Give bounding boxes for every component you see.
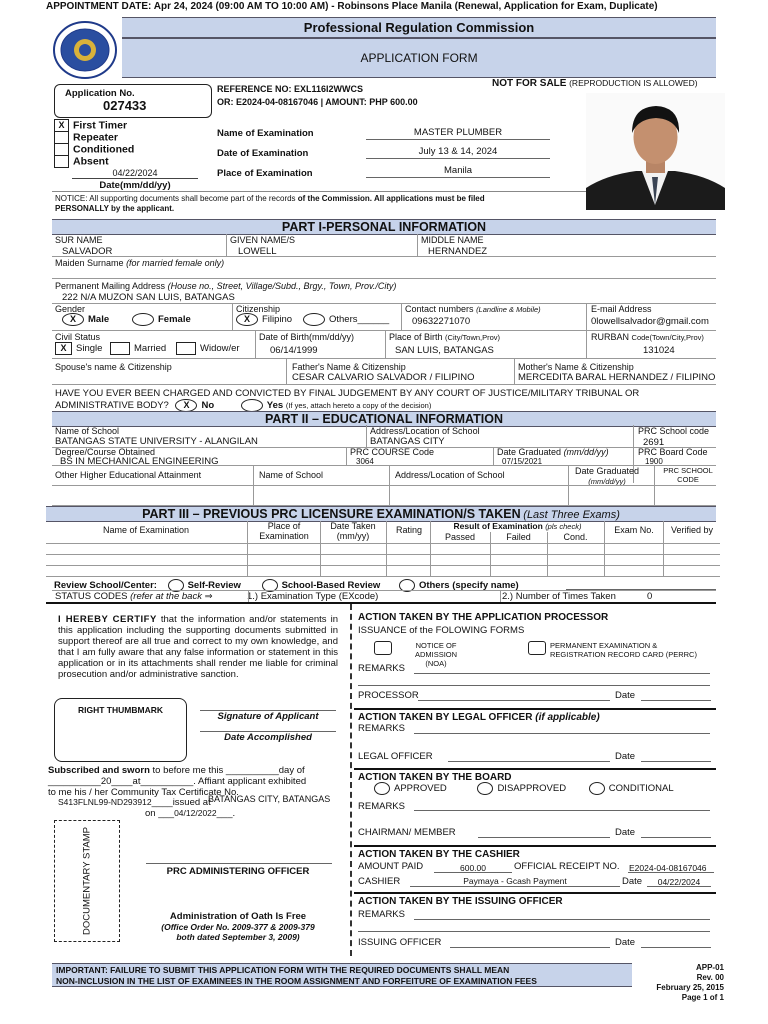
form-title: APPLICATION FORM — [122, 38, 716, 78]
noa-option[interactable] — [374, 641, 396, 655]
contact-label: Contact numbers — [405, 304, 474, 314]
certify-statement — [58, 614, 338, 680]
times-taken-label: 2.) Number of Times Taken — [502, 591, 616, 602]
or-amount: OR: E2024-04-08167046 | AMOUNT: PHP 600.00 — [217, 97, 418, 107]
col-place: Place of Examination — [259, 521, 309, 541]
sworn-text-1: to before me this __________day of — [149, 765, 305, 776]
part2-title: PART II – EDUCATIONAL INFORMATION — [52, 411, 716, 427]
surname-label: SUR NAME — [55, 235, 103, 245]
contact-value: 09632271070 — [412, 316, 471, 327]
widow-checkbox[interactable] — [176, 342, 196, 355]
male-radio[interactable]: X — [62, 313, 84, 326]
pob — [389, 332, 500, 342]
school-based-label: School-Based Review — [281, 580, 381, 592]
part3-title-note: (Last Three Exams) — [523, 509, 620, 521]
col-verified: Verified by — [670, 525, 714, 535]
amount-paid-label: AMOUNT PAID — [358, 861, 424, 872]
important-notice-2: NON-INCLUSION IN THE LIST OF EXAMINEES IN THE ROOM ASSIGNMENT AND FORFEITURE OF EXAMINATION FEES — [56, 976, 537, 986]
school-code-value: 2691 — [643, 437, 665, 448]
ctc-number: S413FLNL99-ND293912 — [58, 797, 152, 807]
pob-label: Place of Birth — [389, 332, 443, 342]
no-label: No — [201, 400, 215, 412]
oath-note — [140, 922, 336, 942]
other-school-label: Name of School — [259, 470, 324, 480]
processor-remarks-label: REMARKS — [358, 663, 405, 674]
rurban-note: Code(Town/City,Prov) — [631, 333, 704, 342]
absent-checkbox[interactable] — [54, 155, 69, 168]
contact — [405, 304, 541, 314]
mother-value: MERCEDITA BARAL HERNANDEZ / FILIPINO — [518, 372, 716, 383]
email-label: E-mail Address — [591, 304, 652, 314]
other-grad-note: (mm/dd/yy) — [588, 477, 626, 486]
application-number: 027433 — [103, 98, 147, 113]
pob-note: (City/Town,Prov) — [445, 333, 501, 342]
grad-date-label: Date Graduated — [497, 447, 562, 457]
certify-lead: I HEREBY CERTIFY — [58, 614, 157, 625]
others-radio[interactable] — [303, 313, 325, 326]
civil-widow[interactable] — [176, 342, 240, 355]
issued-on-label: on — [145, 808, 156, 819]
not-for-sale-label: NOT FOR SALE — [492, 78, 567, 89]
legal-title-note: (if applicable) — [535, 712, 600, 723]
board-title: ACTION TAKEN BY THE BOARD — [358, 772, 512, 783]
legal-date-label: Date — [615, 751, 636, 762]
first-timer-label: First Timer — [73, 119, 128, 132]
other-school-code-label: PRC SCHOOL CODE — [663, 466, 713, 484]
course-code-value: 3064 — [356, 457, 374, 466]
exam-date-value: July 13 & 14, 2024 — [418, 146, 498, 157]
dob-label: Date of Birth(mm/dd/yy) — [259, 332, 355, 342]
issuing-officer-label: ISSUING OFFICER — [358, 937, 442, 948]
applicant-photo — [586, 93, 725, 210]
dob-value: 06/14/1999 — [270, 345, 318, 356]
col-result-note: (pls check) — [545, 522, 582, 531]
date-accomplished-label: Date Accomplished — [224, 732, 312, 743]
org-title: Professional Regulation Commission — [122, 17, 716, 38]
grad-date — [497, 447, 609, 457]
male-label: Male — [88, 314, 110, 326]
processor-title: ACTION TAKEN BY THE APPLICATION PROCESSOR — [358, 612, 609, 623]
col-passed: Passed — [444, 532, 476, 542]
processor-date-label: Date — [615, 690, 636, 701]
given-name-label: GIVEN NAME/S — [230, 235, 296, 245]
issued-on-date: 04/12/2022 — [174, 808, 217, 818]
exam-name-label: Name of Examination — [217, 128, 314, 139]
ctc-line — [58, 797, 211, 808]
pob-value: SAN LUIS, BATANGAS — [395, 345, 494, 356]
col-rating: Rating — [395, 525, 422, 535]
filipino-radio[interactable]: X — [236, 313, 258, 326]
documentary-stamp-label: DOCUMENTARY STAMP — [81, 826, 93, 936]
status-codes — [55, 591, 213, 602]
review-center-label: Review School/Center: — [54, 580, 157, 592]
absent-label: Absent — [73, 155, 109, 168]
middle-name-value: HERNANDEZ — [428, 246, 488, 257]
others-label: Others______ — [329, 314, 390, 326]
exam-place-label: Place of Examination — [217, 168, 313, 179]
maiden-surname-label: Maiden Surname — [55, 258, 124, 268]
col-failed: Failed — [506, 532, 531, 542]
exam-name-value: MASTER PLUMBER — [413, 127, 503, 138]
school-label: Name of School — [55, 426, 120, 436]
previous-exams-table — [46, 521, 720, 578]
oath-note-1: (Office Order No. 2009-377 & 2009-379 — [161, 922, 315, 932]
perrc-option[interactable] — [528, 641, 550, 655]
conditional-radio[interactable] — [589, 782, 605, 795]
status-absent[interactable] — [54, 155, 109, 168]
school-location-label: Address/Location of School — [370, 426, 480, 436]
form-revision-date: February 25, 2015 — [656, 983, 724, 992]
civil-single[interactable] — [55, 342, 102, 355]
cashier-date-label: Date — [622, 876, 643, 887]
grad-date-value: 07/15/2021 — [502, 457, 543, 466]
page-number: Page 1 of 1 — [681, 993, 724, 1002]
thumbmark-box — [54, 698, 187, 762]
exam-type-code: 1.) Examination Type (EXcode) — [247, 591, 379, 602]
board-code-label: PRC Board Code — [638, 447, 708, 457]
other-location-label: Address/Location of School — [395, 470, 505, 480]
first-timer-checkbox[interactable]: X — [54, 119, 69, 132]
cashier-label: CASHIER — [358, 876, 401, 887]
thumbmark-label: RIGHT THUMBMARK — [78, 705, 163, 715]
degree-value: BS IN MECHANICAL ENGINEERING — [60, 456, 219, 467]
notice-text-1: NOTICE: All supporting documents shall become part of the records — [55, 194, 296, 203]
surname-value: SALVADOR — [62, 246, 113, 257]
processor-label: PROCESSOR — [358, 690, 419, 701]
documentary-stamp-box — [54, 820, 120, 942]
important-notice — [52, 963, 632, 987]
application-number-label: Application No. — [65, 88, 135, 99]
other-grad — [569, 466, 645, 487]
col-cond: Cond. — [563, 532, 588, 542]
notice-text-3: PERSONALLY by the applicant. — [55, 204, 175, 213]
col-result-label: Result of Examination — [453, 521, 543, 531]
disapproved-label: DISAPPROVED — [497, 783, 567, 795]
important-notice-1: IMPORTANT: FAILURE TO SUBMIT THIS APPLICATION FORM WITH THE REQUIRED DOCUMENTS SHALL MEAN — [56, 965, 510, 975]
yes-note: (If yes, attach hereto a copy of the decision) — [285, 401, 432, 411]
married-label: Married — [134, 343, 167, 355]
others-review-label: Others (specify name) — [418, 580, 519, 592]
school-value: BATANGAS STATE UNIVERSITY - ALANGILAN — [55, 436, 258, 447]
not-for-sale — [492, 78, 698, 89]
issuing-date-label: Date — [615, 937, 636, 948]
conditioned-label: Conditioned — [73, 143, 135, 156]
yes-label: Yes — [266, 400, 284, 412]
approved-radio[interactable] — [374, 782, 390, 795]
civil-married[interactable] — [110, 342, 166, 355]
chairman-label: CHAIRMAN/ MEMBER — [358, 827, 456, 838]
charged-question-text: ADMINISTRATIVE BODY? — [55, 400, 169, 412]
maiden-surname — [55, 258, 224, 268]
legal-title — [358, 712, 600, 723]
perrc-label — [550, 641, 720, 659]
charged-question: HAVE YOU EVER BEEN CHARGED AND CONVICTED BY FINAL JUDGEMENT BY ANY COURT OF JUSTICE/MILITARY TRIBUNAL OR — [55, 388, 640, 399]
notice-text-2: of the Commission. All applications must be filed — [295, 194, 485, 203]
board-remarks-label: REMARKS — [358, 801, 405, 812]
official-receipt-value: E2024-04-08167046 — [629, 863, 707, 873]
legal-remarks-label: REMARKS — [358, 723, 405, 734]
approved-label: APPROVED — [394, 783, 447, 795]
noa-label — [396, 641, 476, 668]
degree-label: Degree/Course Obtained — [55, 447, 156, 457]
school-code-label: PRC School code — [638, 426, 710, 436]
address-value: 222 N/A MUZON SAN LUIS, BATANGAS — [62, 292, 235, 303]
contact-note: (Landline & Mobile) — [476, 305, 541, 314]
filipino-label: Filipino — [262, 314, 293, 326]
times-taken-value: 0 — [647, 591, 653, 602]
issuing-remarks-label: REMARKS — [358, 909, 405, 920]
sworn-text-2: __________20____at__________. Affiant applicant exhibited — [48, 776, 307, 787]
amount-paid-value: 600.00 — [460, 863, 486, 873]
col-exam-no: Exam No. — [614, 525, 654, 535]
noa-abbr: (NOA) — [425, 659, 447, 668]
col-date-taken: Date Taken (mm/yy) — [330, 521, 376, 541]
col-exam-name: Name of Examination — [102, 525, 190, 535]
status-codes-label: STATUS CODES — [55, 591, 128, 602]
part1-title: PART I-PERSONAL INFORMATION — [52, 219, 716, 235]
status-codes-note: (refer at the back — [130, 591, 202, 602]
official-receipt-label: OFFICIAL RECEIPT NO. — [514, 861, 620, 872]
perrc-text: PERMANENT EXAMINATION & — [550, 641, 658, 650]
other-grad-label: Date Graduated — [574, 466, 640, 476]
maiden-surname-note: (for married female only) — [126, 258, 225, 268]
mother-label: Mother's Name & Citizenship — [518, 362, 634, 372]
col-result — [430, 521, 605, 531]
board-code-value: 1900 — [645, 457, 663, 466]
other-education-label: Other Higher Educational Attainment — [55, 470, 202, 480]
administering-officer-label: PRC ADMINISTERING OFFICER — [166, 866, 310, 877]
status-date-value: 04/22/2024 — [112, 168, 158, 178]
form-code-block — [624, 963, 724, 1003]
oath-note-2: both dated September 3, 2009) — [176, 932, 300, 942]
widow-label: Widow/er — [200, 343, 240, 355]
form-code: APP-01 — [695, 963, 724, 972]
email-value: 0lowellsalvador@gmail.com — [591, 316, 709, 327]
gender-female[interactable] — [132, 313, 191, 326]
status-date-label: Date(mm/dd/yy) — [99, 180, 171, 191]
not-for-sale-note: (REPRODUCTION IS ALLOWED) — [569, 78, 698, 88]
noa-checkbox[interactable] — [374, 641, 392, 655]
no-radio[interactable]: X — [175, 399, 197, 412]
gender-label: Gender — [55, 304, 86, 314]
legal-title-text: ACTION TAKEN BY LEGAL OFFICER — [358, 712, 533, 723]
self-review-label: Self-Review — [187, 580, 241, 592]
noa-text: NOTICE OF ADMISSION — [414, 641, 458, 659]
civil-status-label: Civil Status — [55, 332, 101, 342]
citizenship-label: Citizenship — [236, 304, 281, 314]
given-name-value: LOWELL — [238, 246, 277, 257]
cashier-value: Paymaya - Gcash Payment — [463, 876, 567, 886]
exam-place-value: Manila — [444, 165, 472, 176]
cashier-title: ACTION TAKEN BY THE CASHIER — [358, 849, 520, 860]
appointment-line: APPOINTMENT DATE: Apr 24, 2024 (09:00 AM TO 10:00 AM) - Robinsons Place Manila (Renewal, Application for Exam, Duplicate) — [46, 1, 658, 12]
perrc-text-2: REGISTRATION RECORD CARD (PERRC) — [550, 650, 697, 659]
sworn-lead: Subscribed and sworn — [48, 765, 150, 776]
address-label: Permanent Mailing Address — [55, 281, 166, 291]
married-checkbox[interactable] — [110, 342, 130, 355]
exam-date-label: Date of Examination — [217, 148, 309, 159]
rurban — [591, 332, 704, 342]
citizenship-filipino[interactable] — [236, 313, 292, 326]
part3-title-band — [46, 506, 716, 522]
single-label: Single — [76, 343, 103, 355]
issued-on: on ___04/12/2022___. — [145, 808, 236, 819]
spouse-label: Spouse's name & Citizenship — [55, 362, 172, 372]
disapproved-radio[interactable] — [477, 782, 493, 795]
status-arrow-icon: ⇒ — [204, 591, 213, 602]
address — [55, 281, 396, 291]
form-revision: Rev. 00 — [696, 973, 724, 982]
repeater-label: Repeater — [73, 131, 118, 144]
rurban-label: RURBAN — [591, 332, 630, 342]
certify-text: that the information and/or statements in this application including the supporting documents submitted in support thereof are all true and correct to my own knowledge, and that I am fully aware that any false information or statement in this application or in its attachments shall render me liable for criminal prosecution and/or administrative sanction. — [58, 614, 338, 680]
board-options — [374, 782, 674, 795]
perrc-checkbox[interactable] — [528, 641, 546, 655]
rurban-value: 131024 — [643, 345, 675, 356]
notice — [55, 194, 575, 214]
address-note: (House no., Street, Village/Subd., Brgy., Town, Prov./City) — [167, 281, 397, 291]
issuing-title: ACTION TAKEN BY THE ISSUING OFFICER — [358, 896, 563, 907]
gender-male[interactable] — [62, 313, 109, 326]
citizenship-others[interactable] — [303, 313, 389, 326]
part3-title: PART III – PREVIOUS PRC LICENSURE EXAMINATION/S TAKEN — [142, 507, 521, 521]
cashier-date-value: 04/22/2024 — [657, 877, 701, 887]
single-checkbox[interactable]: X — [55, 342, 72, 355]
chairman-date-label: Date — [615, 827, 636, 838]
female-label: Female — [158, 314, 191, 326]
reference-number: REFERENCE NO: EXL116I2WWCS — [217, 84, 364, 94]
prc-seal-icon — [52, 20, 118, 80]
issuance-label: ISSUANCE of the FOLOWING FORMS — [358, 625, 525, 636]
oath-free: Administration of Oath Is Free — [169, 911, 307, 922]
signature-label: Signature of Applicant — [217, 711, 319, 722]
father-value: CESAR CALVARIO SALVADOR / FILIPINO — [292, 372, 475, 383]
grad-date-note: (mm/dd/yy) — [563, 447, 609, 457]
issued-place: BATANGAS CITY, BATANGAS — [208, 794, 331, 804]
father-label: Father's Name & Citizenship — [292, 362, 406, 372]
middle-name-label: MIDDLE NAME — [421, 235, 484, 245]
legal-officer-label: LEGAL OFFICER — [358, 751, 433, 762]
course-code-label: PRC COURSE Code — [350, 447, 435, 457]
conditional-label: CONDITIONAL — [608, 783, 674, 795]
issued-at-label: ____issued at — [151, 797, 211, 808]
female-radio[interactable] — [132, 313, 154, 326]
school-location-value: BATANGAS CITY — [370, 436, 445, 447]
application-number-box — [54, 84, 212, 118]
sworn-text-3: to me his / her Community Tax Certificate No. — [48, 787, 239, 798]
